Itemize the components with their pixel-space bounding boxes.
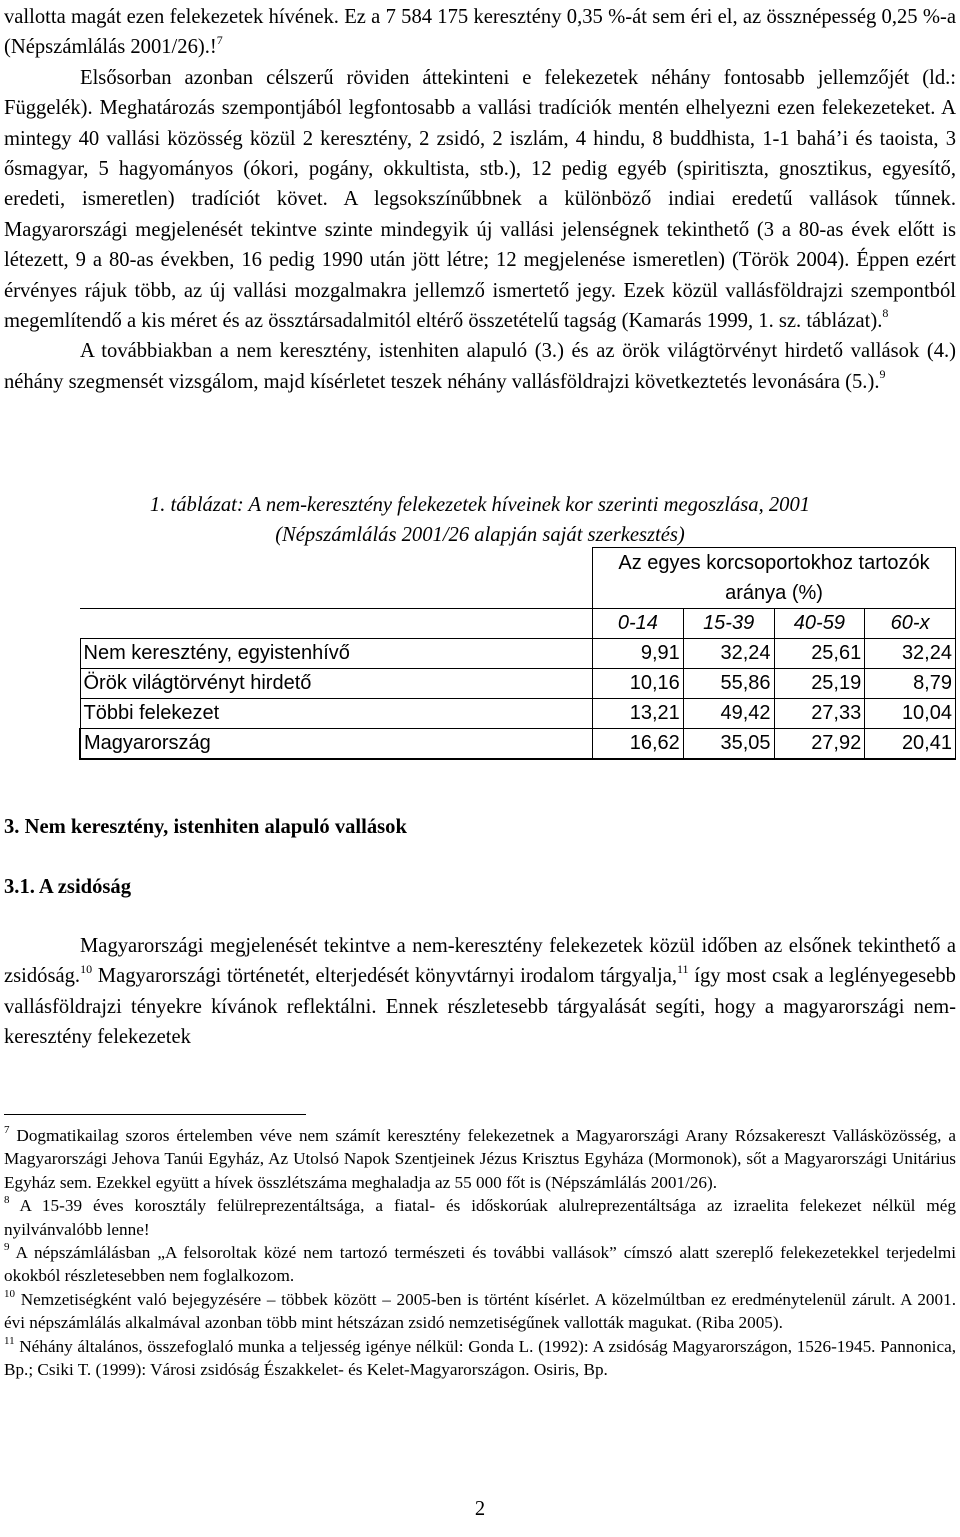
footnote-ref-7: 7 [216,32,223,47]
table-header-row [80,548,956,609]
intro-paragraph-1-text: vallotta magát ezen felekezetek hívének. Ez a 7 584 175 keresztény 0,35 %-át sem éri el, az össznépesség 0,25 %-a (Népszámlálás 2001/26).! [4,6,956,59]
table-cell: 35,05 [683,729,774,760]
footnote-text: Néhány általános, összefoglaló munka a teljesség igénye nélkül: Gonda L. (1992): A zsidóság Magyarországon, 1526-1945. Pannonica, Bp.; Csiki T. (1999): Városi zsidóság Északkelet- és Kelet-Magyarországon. Osiris, Bp. [4,1336,957,1380]
age-group-header: 15-39 [683,609,774,639]
row-label: Nem keresztény, egyistenhívő [80,639,593,669]
table-cell: 55,86 [683,669,774,699]
footnote [4,1194,956,1241]
footnote-text: A népszámlálásban „A felsoroltak közé nem tartozó természeti és további vallások” címszó alatt szereplő felekezetekkel terjedelmi okokból részletesebben nem foglalkozom. [4,1243,956,1286]
footnote-number: 10 [4,1288,15,1301]
intro-paragraph-1 [4,2,956,63]
footnote-ref-10: 10 [80,961,93,976]
footnote-text: A 15-39 éves korosztály felülreprezentáltsága, a fiatal- és időskorúak alulreprezentáltsága az izraelita felekezet nélkül még nyilvánvalóbb lenne! [4,1196,956,1239]
footnote-number: 8 [4,1194,10,1207]
table-cell: 16,62 [593,729,684,760]
footnote-ref-8: 8 [882,306,889,321]
section-paragraph-text [4,931,956,1053]
table-cell: 8,79 [865,669,956,699]
table-cell: 27,33 [774,699,865,729]
table-cell: 9,91 [593,639,684,669]
footnote [4,1124,956,1194]
page-number: 2 [474,1498,486,1520]
table-cell: 49,42 [683,699,774,729]
footnote-ref-11: 11 [677,961,689,976]
table-cell: 32,24 [865,639,956,669]
table-cell: 13,21 [593,699,684,729]
age-distribution-table [79,547,956,760]
table-corner-cell [80,548,593,609]
intro-paragraph-3-text: A továbbiakban a nem keresztény, istenhiten alapuló (3.) és az örök világtörvényt hirdető vallások (4.) néhány szegmensét vizsgálom, majd kísérletet teszek néhány vallásföldrajzi következtetés levonására (5.). [4,340,956,393]
row-label: Magyarország [80,729,593,760]
footnote-text: Dogmatikailag szoros értelemben véve nem számít keresztény felekezetnek a Magyarországi Arany Rózsakereszt Vallásközösség, a Magyarországi Jehova Tanúi Egyház, Az Utolsó Napok Szentjeinek Jézus Krisztus Egyháza (Mormonok), sőt a Magyarországi Unitárius Egyház sem. Ezekkel együtt a hívek összlétszáma meghaladja az 55 000 főt is (Népszámlálás 2001/26). [4,1126,956,1192]
table-cell: 27,92 [774,729,865,760]
intro-paragraph-2-text: Elsősorban azonban célszerű röviden áttekinteni e felekezetek néhány fontosabb jellemzőjét (ld.: Függelék). Meghatározás szempontjából legfontosabb a vallási tradíciók mentén elhelyezni ezen felekezeteket. A mintegy 40 vallási közösség közül 2 keresztény, 2 zsidó, 2 iszlám, 4 hindu, 8 buddhista, 1-1 bahá’i és taoista, 3 ősmagyar, 5 hagyományos (ókori, pogány, okkultista, stb.), 12 pedig egyéb (spiritiszta, gnosztikus, egyesítő, eredeti, ismeretlen) tradíciót követ. A legsokszínűbbnek a különböző indiai eredetű vallások tűnnek. Magyarországi megjelenését tekintve szinte mindegyik új vallási jelenségnek tekinthető (3 a 80-as évek előtt is létezett, 9 a 80-as években, 16 pedig 1990 után jött létre; 12 megjelenése ismeretlen) (Török 2004). Éppen ezért érvényes rájuk több, az új vallási mozgalmakra jellemző ismertető jegy. Ezek közül vallásföldrajzi szempontból megemlítendő a kis méret és az össztársadalmitól eltérő összetételű tagság (Kamarás 1999, 1. sz. táblázat). [4,66,956,333]
table-cell: 32,24 [683,639,774,669]
table-group-header: Az egyes korcsoportokhoz tartozók aránya (%) [593,548,956,609]
age-group-header: 40-59 [774,609,865,639]
footnote-number: 9 [4,1241,10,1254]
footnote-ref-9: 9 [879,367,886,382]
table-cell: 20,41 [865,729,956,760]
row-label: Többi felekezet [80,699,593,729]
section-paragraph [4,931,956,1053]
subsection-heading: 3.1. A zsidóság [4,876,132,898]
table-row [80,729,956,760]
footnote [4,1335,956,1382]
table-cell: 25,61 [774,639,865,669]
age-group-header: 60-x [865,609,956,639]
intro-paragraph-2 [4,63,956,337]
table-caption-line-1: 1. táblázat: A nem-keresztény felekezetek híveinek kor szerinti megoszlása, 2001 [149,494,811,516]
intro-text [4,2,956,397]
age-group-header: 0-14 [593,609,684,639]
section-paragraph-part-a: Magyarországi megjelenését tekintve a nem-keresztény felekezetek közül időben az elsőnek tekinthető a zsidóság. [4,935,956,988]
footnote-number: 11 [4,1334,15,1347]
table-cell: 10,16 [593,669,684,699]
table-row [80,699,956,729]
table-caption [4,490,956,550]
intro-paragraph-3 [4,336,956,397]
table-age-label-cell [80,609,593,639]
footnote-text: Nemzetiségként való bejegyzésére – többek között – 2005-ben is történt kísérlet. A közelmúltban ez eredménytelenül zárult. A 2001. évi népszámlálás alkalmával azonban több mint hétszázan zsidó nemzetiségűnek vallották magukat. (Riba 2005). [4,1289,957,1333]
footnote [4,1288,956,1335]
footnotes [4,1124,956,1381]
section-paragraph-part-b: Magyarországi történetét, elterjedését könyvtárnyi irodalom tárgyalja, [92,965,677,988]
table-row [80,639,956,669]
table-caption-line-2: (Népszámlálás 2001/26 alapján saját szerkesztés) [275,524,685,546]
table-row [80,669,956,699]
table-age-row [80,609,956,639]
section-paragraph-part-c: így most csak a leglényegesebb vallásföldrajzi tényekre kívánok reflektálni. Ennek részletesebb tárgyalását segíti, hogy a magyarországi nem-keresztény felekezetek [4,965,956,1049]
section-heading: 3. Nem keresztény, istenhiten alapuló vallások [4,816,407,838]
footnote-number: 7 [4,1124,10,1137]
table-cell: 25,19 [774,669,865,699]
footnote [4,1241,956,1288]
table-cell: 10,04 [865,699,956,729]
footnote-separator [4,1114,306,1115]
row-label: Örök világtörvényt hirdető [80,669,593,699]
